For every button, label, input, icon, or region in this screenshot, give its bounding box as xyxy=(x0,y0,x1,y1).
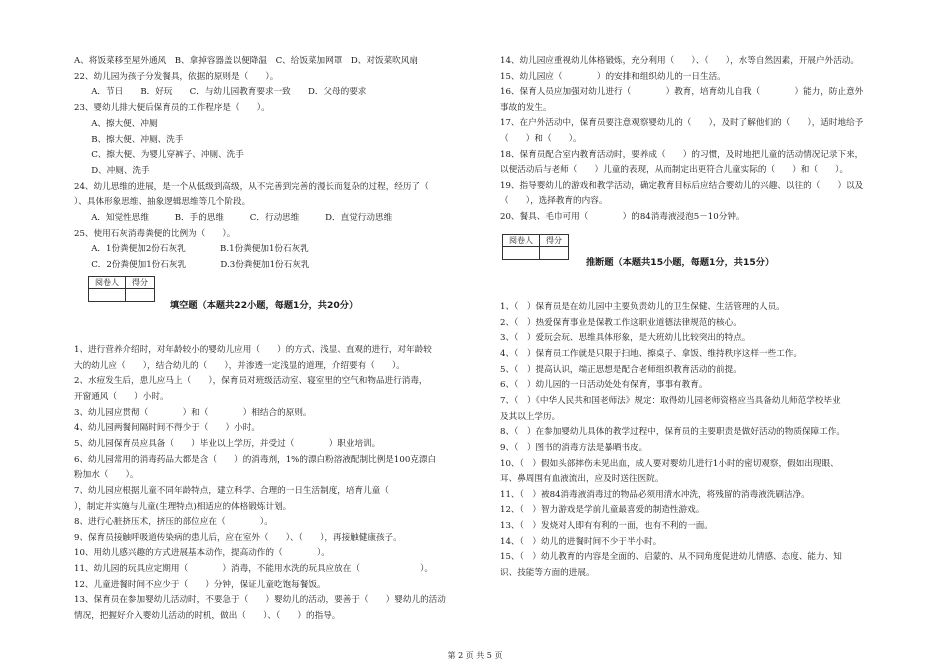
text-line: A．1份粪便加2份石灰乳 B.1份粪便加1份石灰乳 xyxy=(74,244,309,255)
score-cell xyxy=(126,289,155,302)
text-line: 11、幼儿园的玩具应定期用（ ）消毒，不能用水洗的玩具应放在（ ）。 xyxy=(74,564,433,575)
text-line: 2、（ ）热爱保育事业是保教工作这职业道德法律规范的核心。 xyxy=(500,317,742,328)
text-line: 2、水痘发生后，患儿应马上（ ），保育员对班级活动室、寝室里的空气和物品进行消毒， xyxy=(74,376,428,387)
text-line: 13、（ ）发烧对人即有有利的一面，也有不利的一面。 xyxy=(500,521,713,532)
text-line: 7、（ ）《中华人民共和国老师法》规定：取得幼儿园老师资格应当具备幼儿师范学校毕业 xyxy=(500,395,841,406)
text-line: 1、进行营养介绍时，对年龄较小的婴幼儿应用（ ）的方式、浅显、直观的进行，对年龄较 xyxy=(74,345,432,355)
text-line: 11、（ ）被84消毒液消毒过的物品必须用清水冲洗，将残留的消毒液洗刷洁净。 xyxy=(500,489,810,500)
grader-cell xyxy=(503,247,540,260)
text-line: 10、（ ）假如头部摔伤未见出血，成人要对婴幼儿进行1小时的密切观察，假如出现眼、 xyxy=(500,458,839,469)
text-line: D、冲厕、洗手 xyxy=(74,165,150,176)
text-line: 14、（ ）幼儿的进餐时间不少于半小时。 xyxy=(500,536,662,547)
text-line: 18、保育员配合室内教育活动时，要养成（ ）的习惯，及时地把儿童的活动情况记录下来， xyxy=(500,149,864,160)
text-line: 以便活动后与老师（ ）儿童的表现，从而制定出更符合儿童实际的（ ）和（ ）。 xyxy=(500,165,849,176)
text-line: 12、儿童进餐时间不应少于（ ）分钟，保证儿童吃饱每餐饭。 xyxy=(74,579,326,590)
text-line: 6、幼儿园常用的消毒药品大都是含（ ）的消毒剂，1%的漂白粉溶液配制比例是100克漂白 xyxy=(74,454,437,465)
text-line: 1、（ ）保育员是在幼儿园中主要负责幼儿的卫生保健、生活管理的人员。 xyxy=(500,302,785,312)
text-line: 情况，把握好介入婴幼儿活动的时机，做出（ ）、（ ）的指导。 xyxy=(74,611,341,622)
grader-header: 阅卷人 xyxy=(503,235,540,247)
text-line: 25、使用石灰消毒粪便的比例为（ ）。 xyxy=(74,228,236,239)
text-line: 事故的发生。 xyxy=(500,102,552,113)
text-line: A、将饭菜移至屋外通风 B、拿掉容器盖以便降温 C、给饭菜加网罩 D、对饭菜吹风扇 xyxy=(74,56,418,66)
text-line: C、擦大便、为婴儿穿裤子、冲厕、洗手 xyxy=(74,150,244,161)
score-header: 得分 xyxy=(126,277,155,289)
grader-cell xyxy=(89,289,126,302)
text-line: 5、幼儿园保育员应具备（ ）毕业以上学历，并受过（ ）职业培训。 xyxy=(74,438,381,449)
text-line: 8、（ ）在参加婴幼儿具体的教学过程中，保育员的主要职责是做好活动的物质保障工作。 xyxy=(500,427,845,438)
text-line: 耳、鼻周围有血液流出，应及时送往医院。 xyxy=(500,474,664,485)
text-line: 19、指导婴幼儿的游戏和教学活动，确定教育目标后应结合婴幼儿的兴趣、以往的（ ）以及 xyxy=(500,180,864,191)
text-line: 15、幼儿园应（ ）的安排和组织幼儿的一日生活。 xyxy=(500,71,726,82)
text-line: 4、（ ）保育员工作就是只限于扫地、擦桌子、拿饭、维持秩序这样一些工作。 xyxy=(500,348,802,359)
text-line: 22、幼儿园为孩子分发餐具，依据的原则是（ ）。 xyxy=(74,71,279,82)
score-cell xyxy=(540,247,569,260)
score-table-judge xyxy=(502,234,569,260)
text-line: 8、进行心脏挤压术，挤压的部位应在（ ）。 xyxy=(74,517,273,528)
text-line: （ ），选择教育的内容。 xyxy=(500,196,608,207)
text-line: 10、用幼儿感兴趣的方式进展基本动作，提高动作的（ ）。 xyxy=(74,548,330,559)
text-line: 大的幼儿应（ ），结合幼儿的（ ），并渗透一定浅显的道理，介绍要有（ ）。 xyxy=(74,360,405,371)
text-line: 识、技能等方面的进展。 xyxy=(500,568,595,579)
text-line: 3、（ ）爱玩会玩、思维具体形象，是大班幼儿比较突出的特点。 xyxy=(500,333,751,344)
text-line: 9、（ ）图书的消毒方法是暴晒书皮。 xyxy=(500,442,648,453)
text-line: A、擦大便、冲厕 xyxy=(74,118,158,129)
text-line: 23、婴幼儿排大便后保育员的工作程序是（ ）。 xyxy=(74,103,270,114)
page-footer: 第 2 页 共 5 页 xyxy=(447,651,503,660)
text-line: 3、幼儿园应贯彻（ ）和（ ）相结合的原则。 xyxy=(74,407,312,418)
text-line: 开窗通风（ ）小时。 xyxy=(74,391,169,402)
section-title-judge: 推断题（本题共15小题，每题1分，共15分） xyxy=(586,257,775,268)
text-line: 及其以上学历。 xyxy=(500,411,561,422)
text-line: ）、具体形象思维、抽象逻辑思维等几个阶段。 xyxy=(74,197,251,208)
text-line: 20、餐具、毛巾可用（ ）的84消毒液浸泡5－10分钟。 xyxy=(500,212,745,222)
text-line: 6、（ ）幼儿园的一日活动处处有保育，事事有教育。 xyxy=(500,380,708,391)
text-line: 12、（ ）智力游戏是学前儿童最喜爱的制造性游戏。 xyxy=(500,505,705,516)
section-title-fill: 填空题（本题共22小题，每题1分，共20分） xyxy=(170,300,359,311)
score-table-fill xyxy=(88,276,155,302)
text-line: A．节日 B．好玩 C．与幼儿园教育要求一致 D．父母的要求 xyxy=(74,87,367,98)
text-line: C．2份粪便加1份石灰乳 D.3份粪便加1份石灰乳 xyxy=(74,260,310,271)
text-line: 15、（ ）幼儿教育的内容是全面的、启蒙的、从不同角度促进幼儿情感、态度、能力、知 xyxy=(500,552,842,563)
text-line: 5、（ ）提高认识，端正思想是配合老师组织教育活动的前提。 xyxy=(500,364,742,375)
text-line: 粉加水（ ）。 xyxy=(74,470,139,481)
score-header: 得分 xyxy=(540,235,569,247)
text-line: ），制定并实施与儿童(生理特点)相适应的体格锻炼计划。 xyxy=(74,501,292,512)
text-line: 13、保育员在参加婴幼儿活动时，不要急于（ ）婴幼儿的活动，要善于（ ）婴幼儿的活动 xyxy=(74,595,446,606)
text-line: A．知觉性思维 B．手的思维 C．行动思维 D．直觉行动思维 xyxy=(74,213,393,223)
text-line: 4、幼儿园两餐间隔时间不得少于（ ）小时。 xyxy=(74,423,260,434)
text-line: 16、保育人员应加强对幼儿进行（ ）教育，培育幼儿自我（ ）能力，防止意外 xyxy=(500,87,864,98)
text-line: 24、幼儿思维的进展，是一个从低级到高级，从不完善到完善的漫长而复杂的过程，经历了（ xyxy=(74,181,429,192)
text-line: B、擦大便、冲厕、洗手 xyxy=(74,134,184,145)
text-line: 9、保育员接触呼吸道传染病的患儿后，应在室外（ ）、（ ），再接触健康孩子。 xyxy=(74,532,402,543)
text-line: （ ）和（ ）。 xyxy=(500,134,582,144)
text-line: 7、幼儿园应根据儿童不同年龄特点，建立科学、合理的一日生活制度，培育儿童（ xyxy=(74,485,407,496)
grader-header: 阅卷人 xyxy=(89,277,126,289)
text-line: 14、幼儿园应重视幼儿体格锻炼，充分利用（ ）、（ ），水等自然因素，开展户外活动。 xyxy=(500,56,859,66)
text-line: 17、在户外活动中，保育员要注意观察婴幼儿的（ ），及时了解他们的（ ），适时地给予 xyxy=(500,118,864,129)
